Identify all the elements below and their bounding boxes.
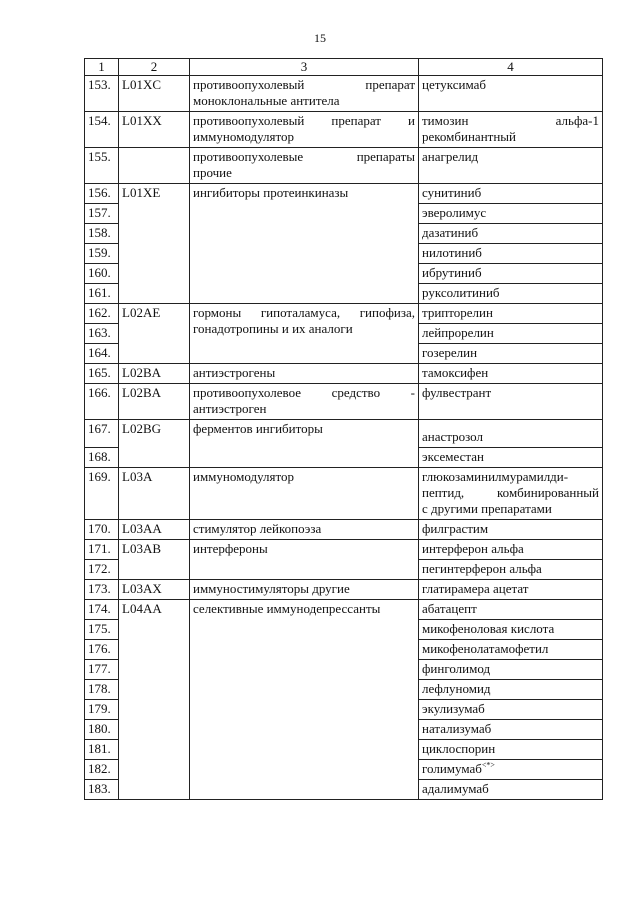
atc-code: L03AB xyxy=(119,540,190,580)
group-description: селективные иммунодепрессанты xyxy=(190,600,419,800)
group-description-line: противоопухолевое средство - xyxy=(193,385,415,400)
column-header: 4 xyxy=(419,59,603,76)
row-number: 170. xyxy=(85,520,119,540)
atc-code: L02BA xyxy=(119,384,190,420)
drug-name: сунитиниб xyxy=(419,184,603,204)
table-row xyxy=(85,600,603,620)
row-number: 180. xyxy=(85,720,119,740)
drug-name: глатирамера ацетат xyxy=(419,580,603,600)
drug-name-line: тимозин альфа-1 xyxy=(422,113,599,128)
row-number: 160. xyxy=(85,264,119,284)
group-description: ингибиторы протеинкиназы xyxy=(190,184,419,304)
group-description xyxy=(190,76,419,112)
page-number: 15 xyxy=(314,31,326,45)
drug-name-line: с другими препаратами xyxy=(422,501,552,516)
group-description: иммуностимуляторы другие xyxy=(190,580,419,600)
row-number: 169. xyxy=(85,468,119,520)
table-row xyxy=(85,520,603,540)
group-description xyxy=(190,148,419,184)
drug-name: финголимод xyxy=(419,660,603,680)
atc-code: L02BA xyxy=(119,364,190,384)
table-header-row xyxy=(85,59,603,76)
row-number: 156. xyxy=(85,184,119,204)
drug-name: эксеместан xyxy=(419,448,603,468)
drug-name xyxy=(419,112,603,148)
drug-name: натализумаб xyxy=(419,720,603,740)
drug-name: интерферон альфа xyxy=(419,540,603,560)
row-number: 168. xyxy=(85,448,119,468)
group-description-line: противоопухолевый препарат xyxy=(193,77,415,92)
group-description: ферментов ингибиторы xyxy=(190,420,419,468)
atc-code: L03AX xyxy=(119,580,190,600)
drug-name: филграстим xyxy=(419,520,603,540)
row-number: 177. xyxy=(85,660,119,680)
drug-name: нилотиниб xyxy=(419,244,603,264)
group-description: иммуномодулятор xyxy=(190,468,419,520)
drug-name: экулизумаб xyxy=(419,700,603,720)
drug-name: абатацепт xyxy=(419,600,603,620)
atc-code: L04AA xyxy=(119,600,190,800)
drug-name: циклоспорин xyxy=(419,740,603,760)
drug-name: микофенолатамофетил xyxy=(419,640,603,660)
group-description-line: иммуномодулятор xyxy=(193,129,294,144)
column-header: 3 xyxy=(190,59,419,76)
drug-name-text: голимумаб xyxy=(422,761,482,776)
drug-name: анастрозол xyxy=(419,420,603,448)
table-row xyxy=(85,184,603,204)
atc-code: L03AA xyxy=(119,520,190,540)
group-description-line: прочие xyxy=(193,165,232,180)
group-description: гормоны гипоталамуса, гипофиза, гонадотропины и их аналоги xyxy=(190,304,419,364)
table-row xyxy=(85,468,603,520)
row-number: 162. xyxy=(85,304,119,324)
row-number: 161. xyxy=(85,284,119,304)
row-number: 154. xyxy=(85,112,119,148)
atc-code: L01XX xyxy=(119,112,190,148)
table-row xyxy=(85,364,603,384)
row-number: 176. xyxy=(85,640,119,660)
atc-code: L01XC xyxy=(119,76,190,112)
group-description-line: противоопухолевые препараты xyxy=(193,149,415,164)
table-row xyxy=(85,580,603,600)
drug-name: фулвестрант xyxy=(419,384,603,420)
row-number: 166. xyxy=(85,384,119,420)
row-number: 175. xyxy=(85,620,119,640)
row-number: 181. xyxy=(85,740,119,760)
table-row xyxy=(85,420,603,448)
drug-name: гозерелин xyxy=(419,344,603,364)
atc-code: L03A xyxy=(119,468,190,520)
table-row xyxy=(85,540,603,560)
drug-name: руксолитиниб xyxy=(419,284,603,304)
column-header: 1 xyxy=(85,59,119,76)
atc-code: L02AE xyxy=(119,304,190,364)
group-description-line: противоопухолевый препарат и xyxy=(193,113,415,128)
drug-name: цетуксимаб xyxy=(419,76,603,112)
drug-name: трипторелин xyxy=(419,304,603,324)
table-row xyxy=(85,384,603,420)
row-number: 163. xyxy=(85,324,119,344)
footnote-mark: <*> xyxy=(481,760,495,770)
drug-name: эверолимус xyxy=(419,204,603,224)
drug-name: ибрутиниб xyxy=(419,264,603,284)
row-number: 155. xyxy=(85,148,119,184)
drug-name: тамоксифен xyxy=(419,364,603,384)
row-number: 171. xyxy=(85,540,119,560)
row-number: 157. xyxy=(85,204,119,224)
row-number: 178. xyxy=(85,680,119,700)
drug-name: дазатиниб xyxy=(419,224,603,244)
drug-name: лефлуномид xyxy=(419,680,603,700)
drug-name-line: пептид, комбинированный xyxy=(422,485,599,500)
drug-name: анагрелид xyxy=(419,148,603,184)
row-number: 165. xyxy=(85,364,119,384)
table-row xyxy=(85,304,603,324)
drug-name xyxy=(419,468,603,520)
row-number: 173. xyxy=(85,580,119,600)
medicines-table xyxy=(84,58,603,800)
drug-name: пегинтерферон альфа xyxy=(419,560,603,580)
atc-code: L02BG xyxy=(119,420,190,468)
row-number: 158. xyxy=(85,224,119,244)
row-number: 179. xyxy=(85,700,119,720)
table-row xyxy=(85,112,603,148)
group-description: стимулятор лейкопоэза xyxy=(190,520,419,540)
table-row xyxy=(85,76,603,112)
drug-name xyxy=(419,760,603,780)
group-description xyxy=(190,384,419,420)
row-number: 172. xyxy=(85,560,119,580)
atc-code: L01XE xyxy=(119,184,190,304)
row-number: 164. xyxy=(85,344,119,364)
group-description: интерфероны xyxy=(190,540,419,580)
group-description-line: моноклональные антитела xyxy=(193,93,340,108)
group-description-line: антиэстроген xyxy=(193,401,267,416)
row-number: 159. xyxy=(85,244,119,264)
row-number: 153. xyxy=(85,76,119,112)
row-number: 183. xyxy=(85,780,119,800)
atc-code xyxy=(119,148,190,184)
drug-name: адалимумаб xyxy=(419,780,603,800)
drug-name-line: рекомбинантный xyxy=(422,129,516,144)
drug-name: лейпрорелин xyxy=(419,324,603,344)
drug-name-line: глюкозаминилмурамилди- xyxy=(422,469,569,484)
row-number: 182. xyxy=(85,760,119,780)
column-header: 2 xyxy=(119,59,190,76)
row-number: 174. xyxy=(85,600,119,620)
drug-name: микофеноловая кислота xyxy=(419,620,603,640)
group-description xyxy=(190,112,419,148)
row-number: 167. xyxy=(85,420,119,448)
table-row xyxy=(85,148,603,184)
group-description: антиэстрогены xyxy=(190,364,419,384)
